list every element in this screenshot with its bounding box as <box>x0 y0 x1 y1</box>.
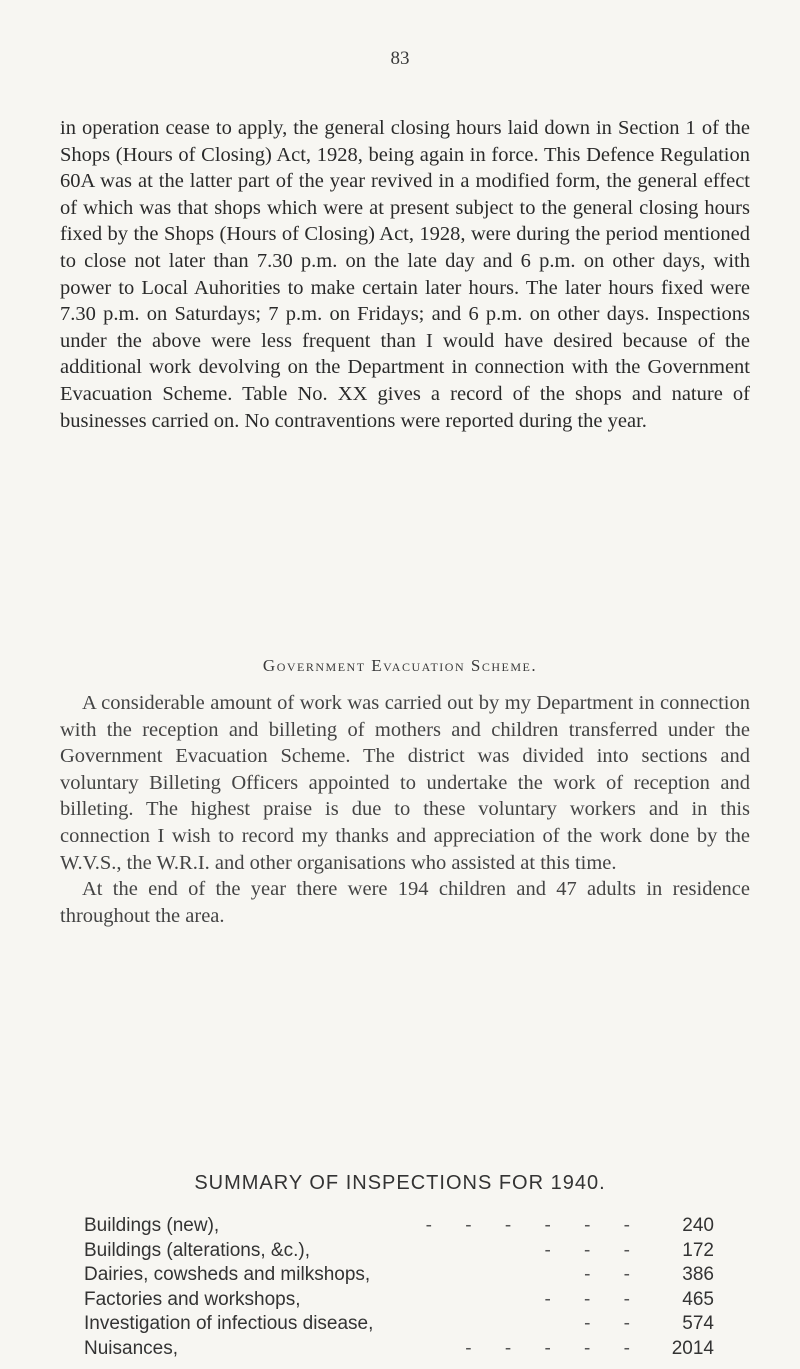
paragraph-evacuation-block <box>60 690 750 929</box>
paragraph-shops-closing: in operation cease to apply, the general closing hours laid down in Section 1 of the Shops (Hours of Closing) Act, 1928, being again in force. This Defence Regulation 60A was at the latter part of the year revived in a modified form, the general effect of which was that shops which were at present subject to the general closing hours fixed by the Shops (Hours of Closing) Act, 1928, were during the period mentioned to close not later than 7.30 p.m. on the late day and 6 p.m. on other days, with power to Local Auhorities to make certain later hours. The later hours fixed were 7.30 p.m. on Saturdays; 7 p.m. on Fridays; and 6 p.m. on other days. Inspections under the above were less frequent than I would have desired because of the additional work devolving on the Department in connection with the Government Evacuation Scheme. Table No. XX gives a record of the shops and nature of businesses carried on. No contraventions were reported during the year. <box>60 117 750 432</box>
summary-row-value: 2014 <box>671 1337 714 1359</box>
summary-row-value: 386 <box>682 1264 714 1285</box>
summary-row-label: Buildings (alterations, &c.), <box>84 1239 310 1261</box>
summary-row <box>84 1240 714 1265</box>
section-heading: Government Evacuation Scheme. <box>262 656 538 675</box>
summary-row-value: 172 <box>682 1239 714 1261</box>
summary-title: SUMMARY OF INSPECTIONS FOR 1940. <box>194 1172 606 1194</box>
summary-row-value: 574 <box>682 1313 714 1334</box>
summary-table <box>84 1215 714 1362</box>
summary-row-leader: - - - <box>544 1239 644 1261</box>
summary-row-value: 240 <box>682 1215 714 1236</box>
summary-row-label: Buildings (new), <box>84 1215 220 1236</box>
summary-row-leader: - - - <box>544 1288 644 1310</box>
summary-row <box>84 1264 714 1289</box>
page-number: 83 <box>390 48 410 69</box>
summary-row-leader: - - <box>584 1264 644 1285</box>
summary-row <box>84 1289 714 1314</box>
summary-row <box>84 1313 714 1338</box>
summary-row-label: Dairies, cowsheds and milkshops, <box>84 1264 371 1285</box>
summary-row-label: Investigation of infectious disease, <box>84 1313 374 1334</box>
paragraph-residence: At the end of the year there were 194 children and 47 adults in residence throughout the area. <box>60 878 750 927</box>
summary-row-label: Factories and workshops, <box>84 1288 301 1310</box>
summary-row <box>84 1338 714 1363</box>
summary-row-leader: - - - - - - <box>425 1215 644 1236</box>
summary-row-leader: - - <box>584 1313 644 1334</box>
summary-row-leader: - - - - - <box>465 1337 644 1359</box>
summary-row-label: Nuisances, <box>84 1337 178 1359</box>
paragraph-evacuation: A considerable amount of work was carried out by my Department in connection with the reception and billeting of mothers and children transferred under the Government Evacuation Scheme. The district was divided into sections and voluntary Billeting Officers appointed to undertake the work of reception and billeting. The highest praise is due to these voluntary workers and in this connection I wish to record my thanks and appreciation of the work done by the W.V.S., the W.R.I. and other organisations who assisted at this time. <box>60 692 750 874</box>
summary-row <box>84 1215 714 1240</box>
summary-row-value: 465 <box>682 1288 714 1310</box>
